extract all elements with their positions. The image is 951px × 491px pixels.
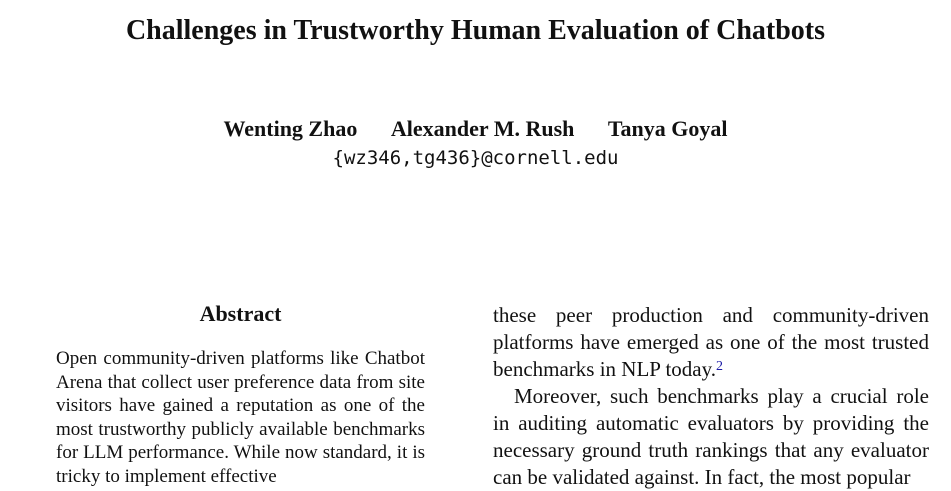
footnote-link[interactable]: 2 bbox=[715, 359, 723, 374]
abstract-heading: Abstract bbox=[199, 301, 282, 326]
author-email: {wz346,tg436}@cornell.edu bbox=[332, 147, 619, 169]
author-name: Alexander M. Rush bbox=[390, 116, 575, 141]
author-list bbox=[0, 115, 951, 143]
right-column-body bbox=[493, 302, 929, 491]
paragraph bbox=[493, 302, 929, 383]
author-name: Wenting Zhao bbox=[223, 116, 358, 141]
paragraph-text: these peer production and community-driven platforms have emerged as one of the most trusted benchmarks in NLP today. bbox=[493, 303, 929, 381]
author-name: Tanya Goyal bbox=[607, 116, 728, 141]
abstract-body: Open community-driven platforms like Chatbot Arena that collect user preference data from site visitors have gained a reputation as one of the most trustworthy publicly available benchmarks for LLM performance. While now standard, it is tricky to implement effective bbox=[56, 348, 425, 487]
paper-title: Challenges in Trustworthy Human Evaluation of Chatbots bbox=[125, 15, 826, 46]
paragraph: Moreover, such benchmarks play a crucial role in auditing automatic evaluators by providing the necessary ground truth rankings that any evaluator can be validated against. In fact, the most popular bbox=[493, 384, 929, 489]
